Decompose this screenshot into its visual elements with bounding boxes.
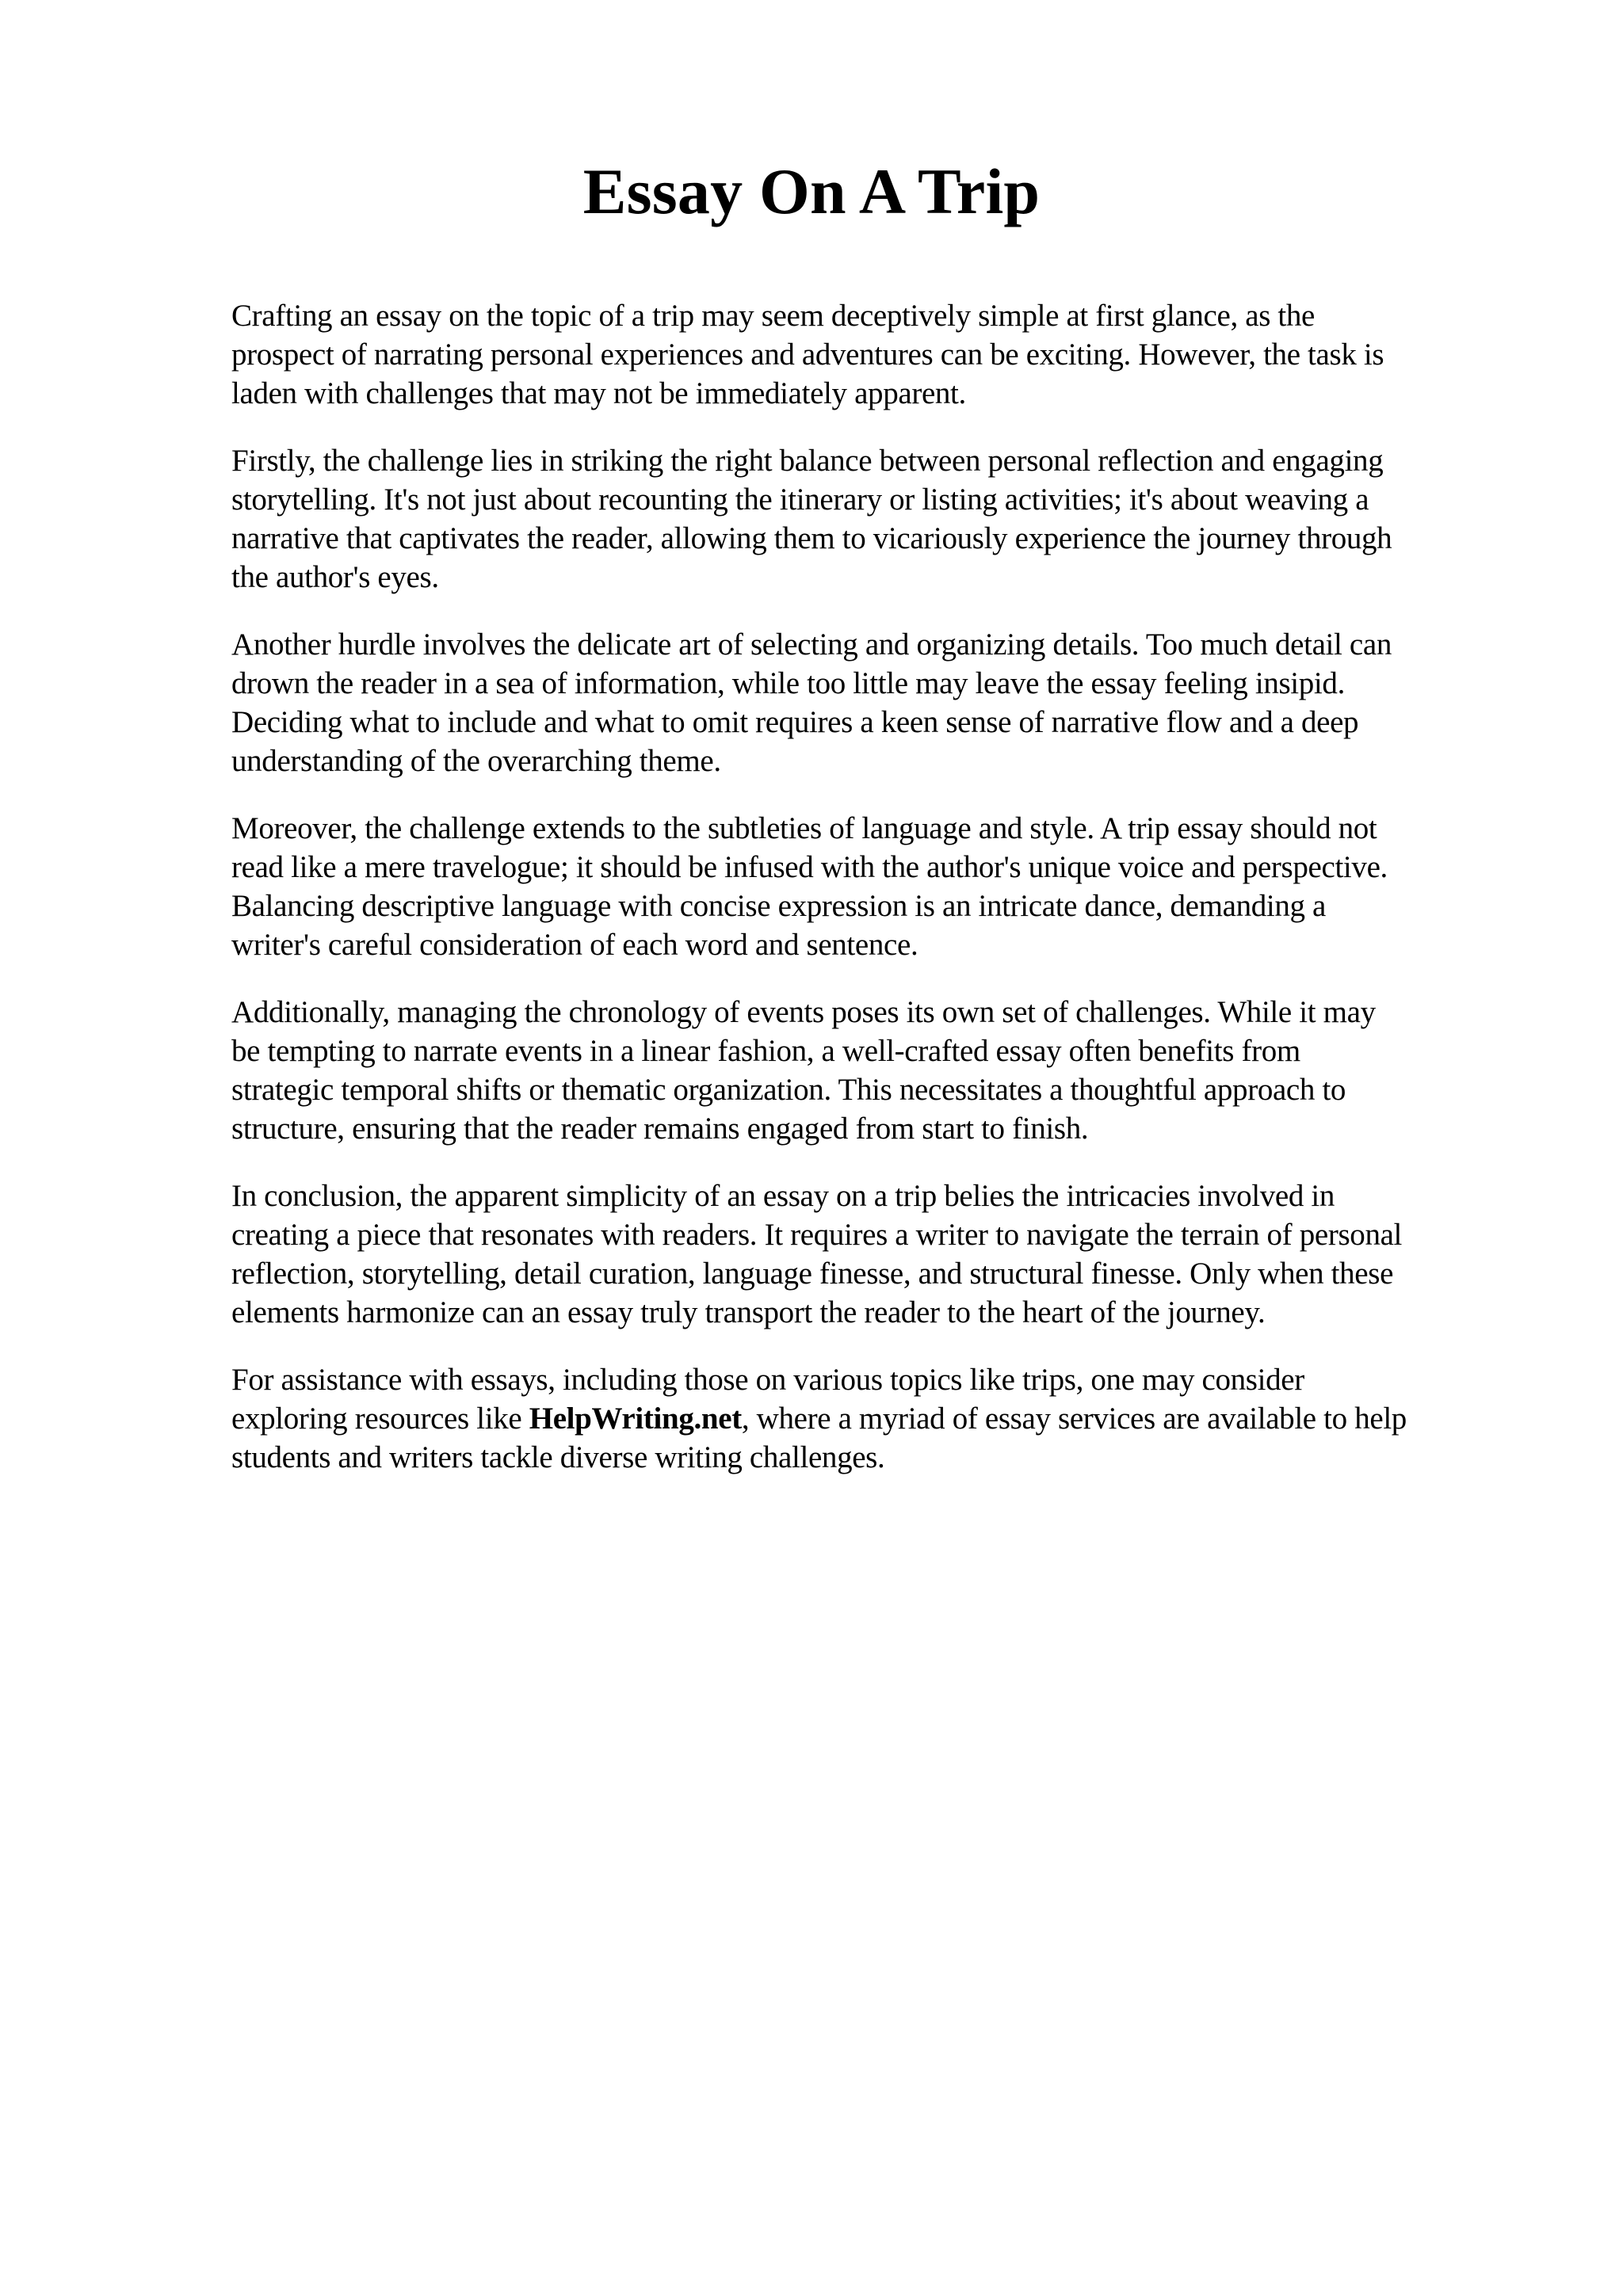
paragraph-line: Firstly, the challenge lies in striking the right balance between personal reflection and engaging [231,444,1384,478]
paragraph-line: strategic temporal shifts or thematic organization. This necessitates a thoughtful approach to [231,1073,1346,1107]
paragraph-intro [231,296,1531,413]
paragraph-line: storytelling. It's not just about recounting the itinerary or listing activities; it's about weaving a [231,482,1369,517]
paragraph-line: drown the reader in a sea of information, while too little may leave the essay feeling insipid. [231,666,1345,700]
paragraph-line: Deciding what to include and what to omit requires a keen sense of narrative flow and a deep [231,705,1359,739]
paragraph-another-hurdle [231,625,1531,780]
closing-text-before-brand: exploring resources like [231,1402,529,1436]
paragraph-line: be tempting to narrate events in a linear fashion, a well-crafted essay often benefits from [231,1034,1300,1068]
paragraph-line: laden with challenges that may not be immediately apparent. [231,376,966,410]
document-body [231,296,1531,1505]
paragraph-conclusion [231,1177,1531,1332]
paragraph-line: the author's eyes. [231,560,439,594]
paragraph-line [231,1399,1531,1438]
paragraph-line: writer's careful consideration of each word and sentence. [231,928,918,962]
paragraph-line: Another hurdle involves the delicate art of selecting and organizing details. Too much detail can [231,627,1392,662]
paragraph-line: For assistance with essays, including those on various topics like trips, one may consider [231,1363,1304,1397]
paragraph-line: Balancing descriptive language with concise expression is an intricate dance, demanding a [231,889,1327,923]
paragraph-moreover [231,809,1531,964]
helpwriting-brand-name: HelpWriting.net [529,1402,742,1436]
paragraph-line: structure, ensuring that the reader remains engaged from start to finish. [231,1112,1089,1146]
paragraph-line: Additionally, managing the chronology of events poses its own set of challenges. While it may [231,995,1376,1029]
paragraph-line: narrative that captivates the reader, allowing them to vicariously experience the journey through [231,521,1392,555]
paragraph-line: reflection, storytelling, detail curation, language finesse, and structural finesse. Only when these [231,1257,1394,1291]
paragraph-line: Crafting an essay on the topic of a trip may seem deceptively simple at first glance, as the [231,299,1316,333]
paragraph-line: In conclusion, the apparent simplicity of an essay on a trip belies the intricacies involved in [231,1179,1335,1213]
paragraph-line: prospect of narrating personal experiences and adventures can be exciting. However, the task is [231,338,1384,372]
paragraph-firstly [231,441,1531,597]
document-title: Essay On A Trip [582,155,1041,227]
paragraph-line: understanding of the overarching theme. [231,744,721,778]
paragraph-assistance [231,1360,1531,1477]
paragraph-line: students and writers tackle diverse writing challenges. [231,1440,885,1474]
paragraph-additionally [231,993,1531,1148]
paragraph-line: elements harmonize can an essay truly transport the reader to the heart of the journey. [231,1295,1266,1329]
paragraph-line: read like a mere travelogue; it should be infused with the author's unique voice and perspective. [231,850,1388,884]
paragraph-line: creating a piece that resonates with readers. It requires a writer to navigate the terrain of personal [231,1218,1403,1252]
paragraph-line: Moreover, the challenge extends to the subtleties of language and style. A trip essay should not [231,811,1377,845]
closing-text-after-brand: , where a myriad of essay services are available to help [741,1402,1407,1436]
